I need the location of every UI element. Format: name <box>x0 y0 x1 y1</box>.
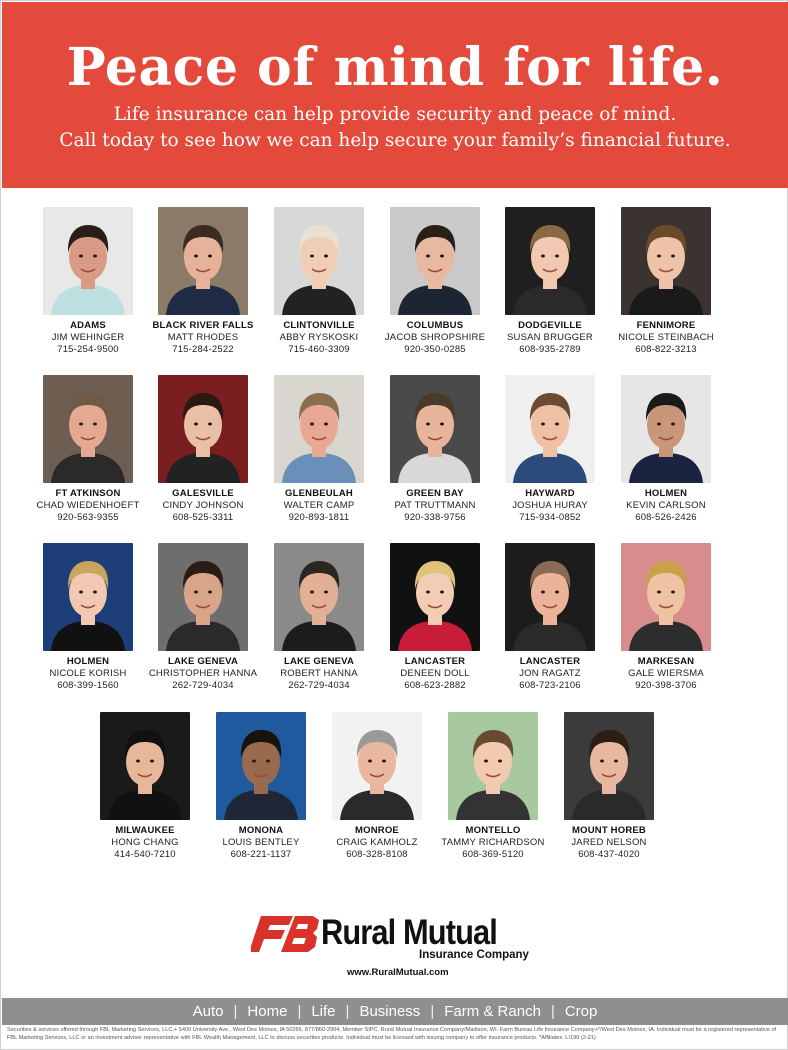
product-business[interactable]: Business <box>359 1003 421 1020</box>
agent-card <box>546 712 672 861</box>
agent-phone[interactable]: 920-563-9355 <box>57 512 119 523</box>
agent-card <box>430 712 556 861</box>
agent-phone[interactable]: 608-399-1560 <box>57 680 119 691</box>
agent-photo <box>274 543 364 651</box>
agent-city: LANCASTER <box>519 656 581 667</box>
agent-card <box>25 375 151 524</box>
agent-photo <box>158 375 248 483</box>
agent-name: JON RAGATZ <box>519 668 581 679</box>
agent-photo <box>505 207 595 315</box>
agent-card <box>487 543 613 692</box>
agent-name: MATT RHODES <box>167 332 239 343</box>
agent-city: MONTELLO <box>465 825 521 836</box>
agent-name: GALE WIERSMA <box>628 668 704 679</box>
product-life[interactable]: Life <box>311 1003 336 1020</box>
legal-disclaimer: Securities & services offered through FBL Marketing Services, LLC,+ 5400 University Ave., West Des Moines, IA 50266, 877/860-2904, Member SIPC. Rural Mutual Insurance Company/Madison, WI. Farm Bureau Life Insurance Company+*/West Des Moines, IA. Individual must be a registered representative of FBL Marketing Services, LLC or an investment adviser representative with FBL Wealth Management, LLC to discuss securities products. Individual must be licensed with issuing company to offer insurance products. *Affiliates. LI199 (2-21) <box>7 1027 777 1041</box>
agent-phone[interactable]: 262-729-4034 <box>288 680 350 691</box>
agent-name: NICOLE KORISH <box>49 668 127 679</box>
agent-card <box>256 543 382 692</box>
agent-phone[interactable]: 608-525-3311 <box>172 512 234 523</box>
agent-card <box>372 375 498 524</box>
agent-name: ROBERT HANNA <box>280 668 358 679</box>
agent-phone[interactable]: 608-221-1137 <box>230 849 292 860</box>
agent-name: WALTER CAMP <box>283 500 355 511</box>
agent-name: JARED NELSON <box>571 837 647 848</box>
agent-city: CLINTONVILLE <box>283 320 355 331</box>
agent-phone[interactable]: 608-935-2789 <box>519 344 581 355</box>
agent-city: MARKESAN <box>637 656 695 667</box>
agent-phone[interactable]: 715-460-3309 <box>288 344 350 355</box>
agent-city: HAYWARD <box>525 488 575 499</box>
agent-photo <box>43 207 133 315</box>
agent-city: MONONA <box>238 825 284 836</box>
agent-photo <box>158 207 248 315</box>
agent-card <box>256 207 382 356</box>
agent-name: JACOB SHROPSHIRE <box>384 332 486 343</box>
agent-photo <box>505 543 595 651</box>
agent-card <box>25 543 151 692</box>
fb-logo-icon <box>251 916 321 952</box>
agent-photo <box>621 375 711 483</box>
agent-name: CINDY JOHNSON <box>162 500 244 511</box>
agent-card <box>603 207 729 356</box>
agent-city: GREEN BAY <box>406 488 464 499</box>
agent-photo <box>100 712 190 820</box>
agent-city: HOLMEN <box>66 656 110 667</box>
agent-photo <box>448 712 538 820</box>
agent-phone[interactable]: 608-369-5120 <box>462 849 524 860</box>
agent-photo <box>332 712 422 820</box>
agent-card <box>487 375 613 524</box>
product-auto[interactable]: Auto <box>192 1003 224 1020</box>
agent-city: MILWAUKEE <box>115 825 175 836</box>
agent-city: GALESVILLE <box>172 488 234 499</box>
agent-card <box>372 207 498 356</box>
agent-name: NICOLE STEINBACH <box>618 332 714 343</box>
agent-photo <box>158 543 248 651</box>
agent-city: LAKE GENEVA <box>283 656 355 667</box>
header-banner <box>2 2 788 188</box>
agent-name: LOUIS BENTLEY <box>222 837 300 848</box>
agent-phone[interactable]: 608-526-2426 <box>635 512 697 523</box>
agent-name: ABBY RYSKOSKI <box>279 332 359 343</box>
subline-2: Call today to see how we can help secure your family’s financial future. <box>59 130 731 151</box>
agent-phone[interactable]: 608-437-4020 <box>578 849 640 860</box>
agent-city: ADAMS <box>70 320 106 331</box>
agent-name: SUSAN BRUGGER <box>506 332 593 343</box>
agent-city: MOUNT HOREB <box>572 825 646 836</box>
agent-city: DODGEVILLE <box>518 320 582 331</box>
agent-name: CRAIG KAMHOLZ <box>336 837 418 848</box>
agent-card <box>198 712 324 861</box>
logo-title: Rural Mutual <box>321 913 497 952</box>
agent-phone[interactable]: 414-540-7210 <box>114 849 176 860</box>
agent-card <box>140 375 266 524</box>
product-home[interactable]: Home <box>247 1003 288 1020</box>
product-farm-ranch[interactable]: Farm & Ranch <box>444 1003 541 1020</box>
agent-phone[interactable]: 920-338-9756 <box>404 512 466 523</box>
agent-name: JIM WEHINGER <box>51 332 125 343</box>
agent-card <box>372 543 498 692</box>
agent-photo <box>390 375 480 483</box>
agent-city: GLENBEULAH <box>285 488 353 499</box>
agent-phone[interactable]: 715-934-0852 <box>519 512 581 523</box>
product-crop[interactable]: Crop <box>564 1003 598 1020</box>
agent-phone[interactable]: 608-328-8108 <box>346 849 408 860</box>
agent-photo <box>564 712 654 820</box>
agent-city: HOLMEN <box>644 488 688 499</box>
agent-card <box>82 712 208 861</box>
headline: Peace of mind for life. <box>66 37 724 98</box>
agent-name: JOSHUA HURAY <box>512 500 588 511</box>
agent-phone[interactable]: 262-729-4034 <box>172 680 234 691</box>
agent-city: FT ATKINSON <box>55 488 121 499</box>
agent-photo <box>43 375 133 483</box>
agent-photo <box>43 543 133 651</box>
agent-photo <box>274 375 364 483</box>
agent-phone[interactable]: 920-893-1811 <box>288 512 350 523</box>
agent-phone[interactable]: 715-254-9500 <box>57 344 119 355</box>
agent-name: PAT TRUTTMANN <box>394 500 476 511</box>
agent-photo <box>390 543 480 651</box>
rural-mutual-logo[interactable] <box>251 913 541 985</box>
agent-card <box>603 375 729 524</box>
agent-name: CHRISTOPHER HANNA <box>148 668 258 679</box>
agent-city: LAKE GENEVA <box>167 656 239 667</box>
agent-city: LANCASTER <box>404 656 466 667</box>
product-bar: Auto | Home | Life | Business | Farm & Ranch | Crop <box>2 998 788 1025</box>
agent-city: FENNIMORE <box>636 320 696 331</box>
logo-subtitle: Insurance Company <box>419 949 529 961</box>
agent-phone[interactable]: 608-623-2882 <box>404 680 466 691</box>
agent-photo <box>621 207 711 315</box>
agent-photo <box>621 543 711 651</box>
agent-card <box>25 207 151 356</box>
agent-card <box>487 207 613 356</box>
agent-name: DENEEN DOLL <box>400 668 470 679</box>
agent-name: TAMMY RICHARDSON <box>441 837 545 848</box>
agent-city: MONROE <box>355 825 399 836</box>
agent-name: KEVIN CARLSON <box>626 500 706 511</box>
agent-phone[interactable]: 715-284-2522 <box>172 344 234 355</box>
agent-photo <box>274 207 364 315</box>
agent-card <box>140 207 266 356</box>
agent-city: BLACK RIVER FALLS <box>152 320 254 331</box>
agent-phone[interactable]: 608-723-2106 <box>519 680 581 691</box>
subline-1: Life insurance can help provide security and peace of mind. <box>113 104 677 125</box>
agent-name: HONG CHANG <box>111 837 179 848</box>
agent-photo <box>216 712 306 820</box>
agent-city: COLUMBUS <box>406 320 464 331</box>
agent-card <box>314 712 440 861</box>
agent-card <box>140 543 266 692</box>
agent-phone[interactable]: 920-398-3706 <box>635 680 697 691</box>
agent-card <box>603 543 729 692</box>
agent-photo <box>390 207 480 315</box>
agent-phone[interactable]: 608-822-3213 <box>635 344 697 355</box>
agent-photo <box>505 375 595 483</box>
agent-card <box>256 375 382 524</box>
agent-name: CHAD WIEDENHOEFT <box>36 500 140 511</box>
agent-phone[interactable]: 920-350-0285 <box>404 344 466 355</box>
website-link[interactable]: www.RuralMutual.com <box>347 967 449 978</box>
